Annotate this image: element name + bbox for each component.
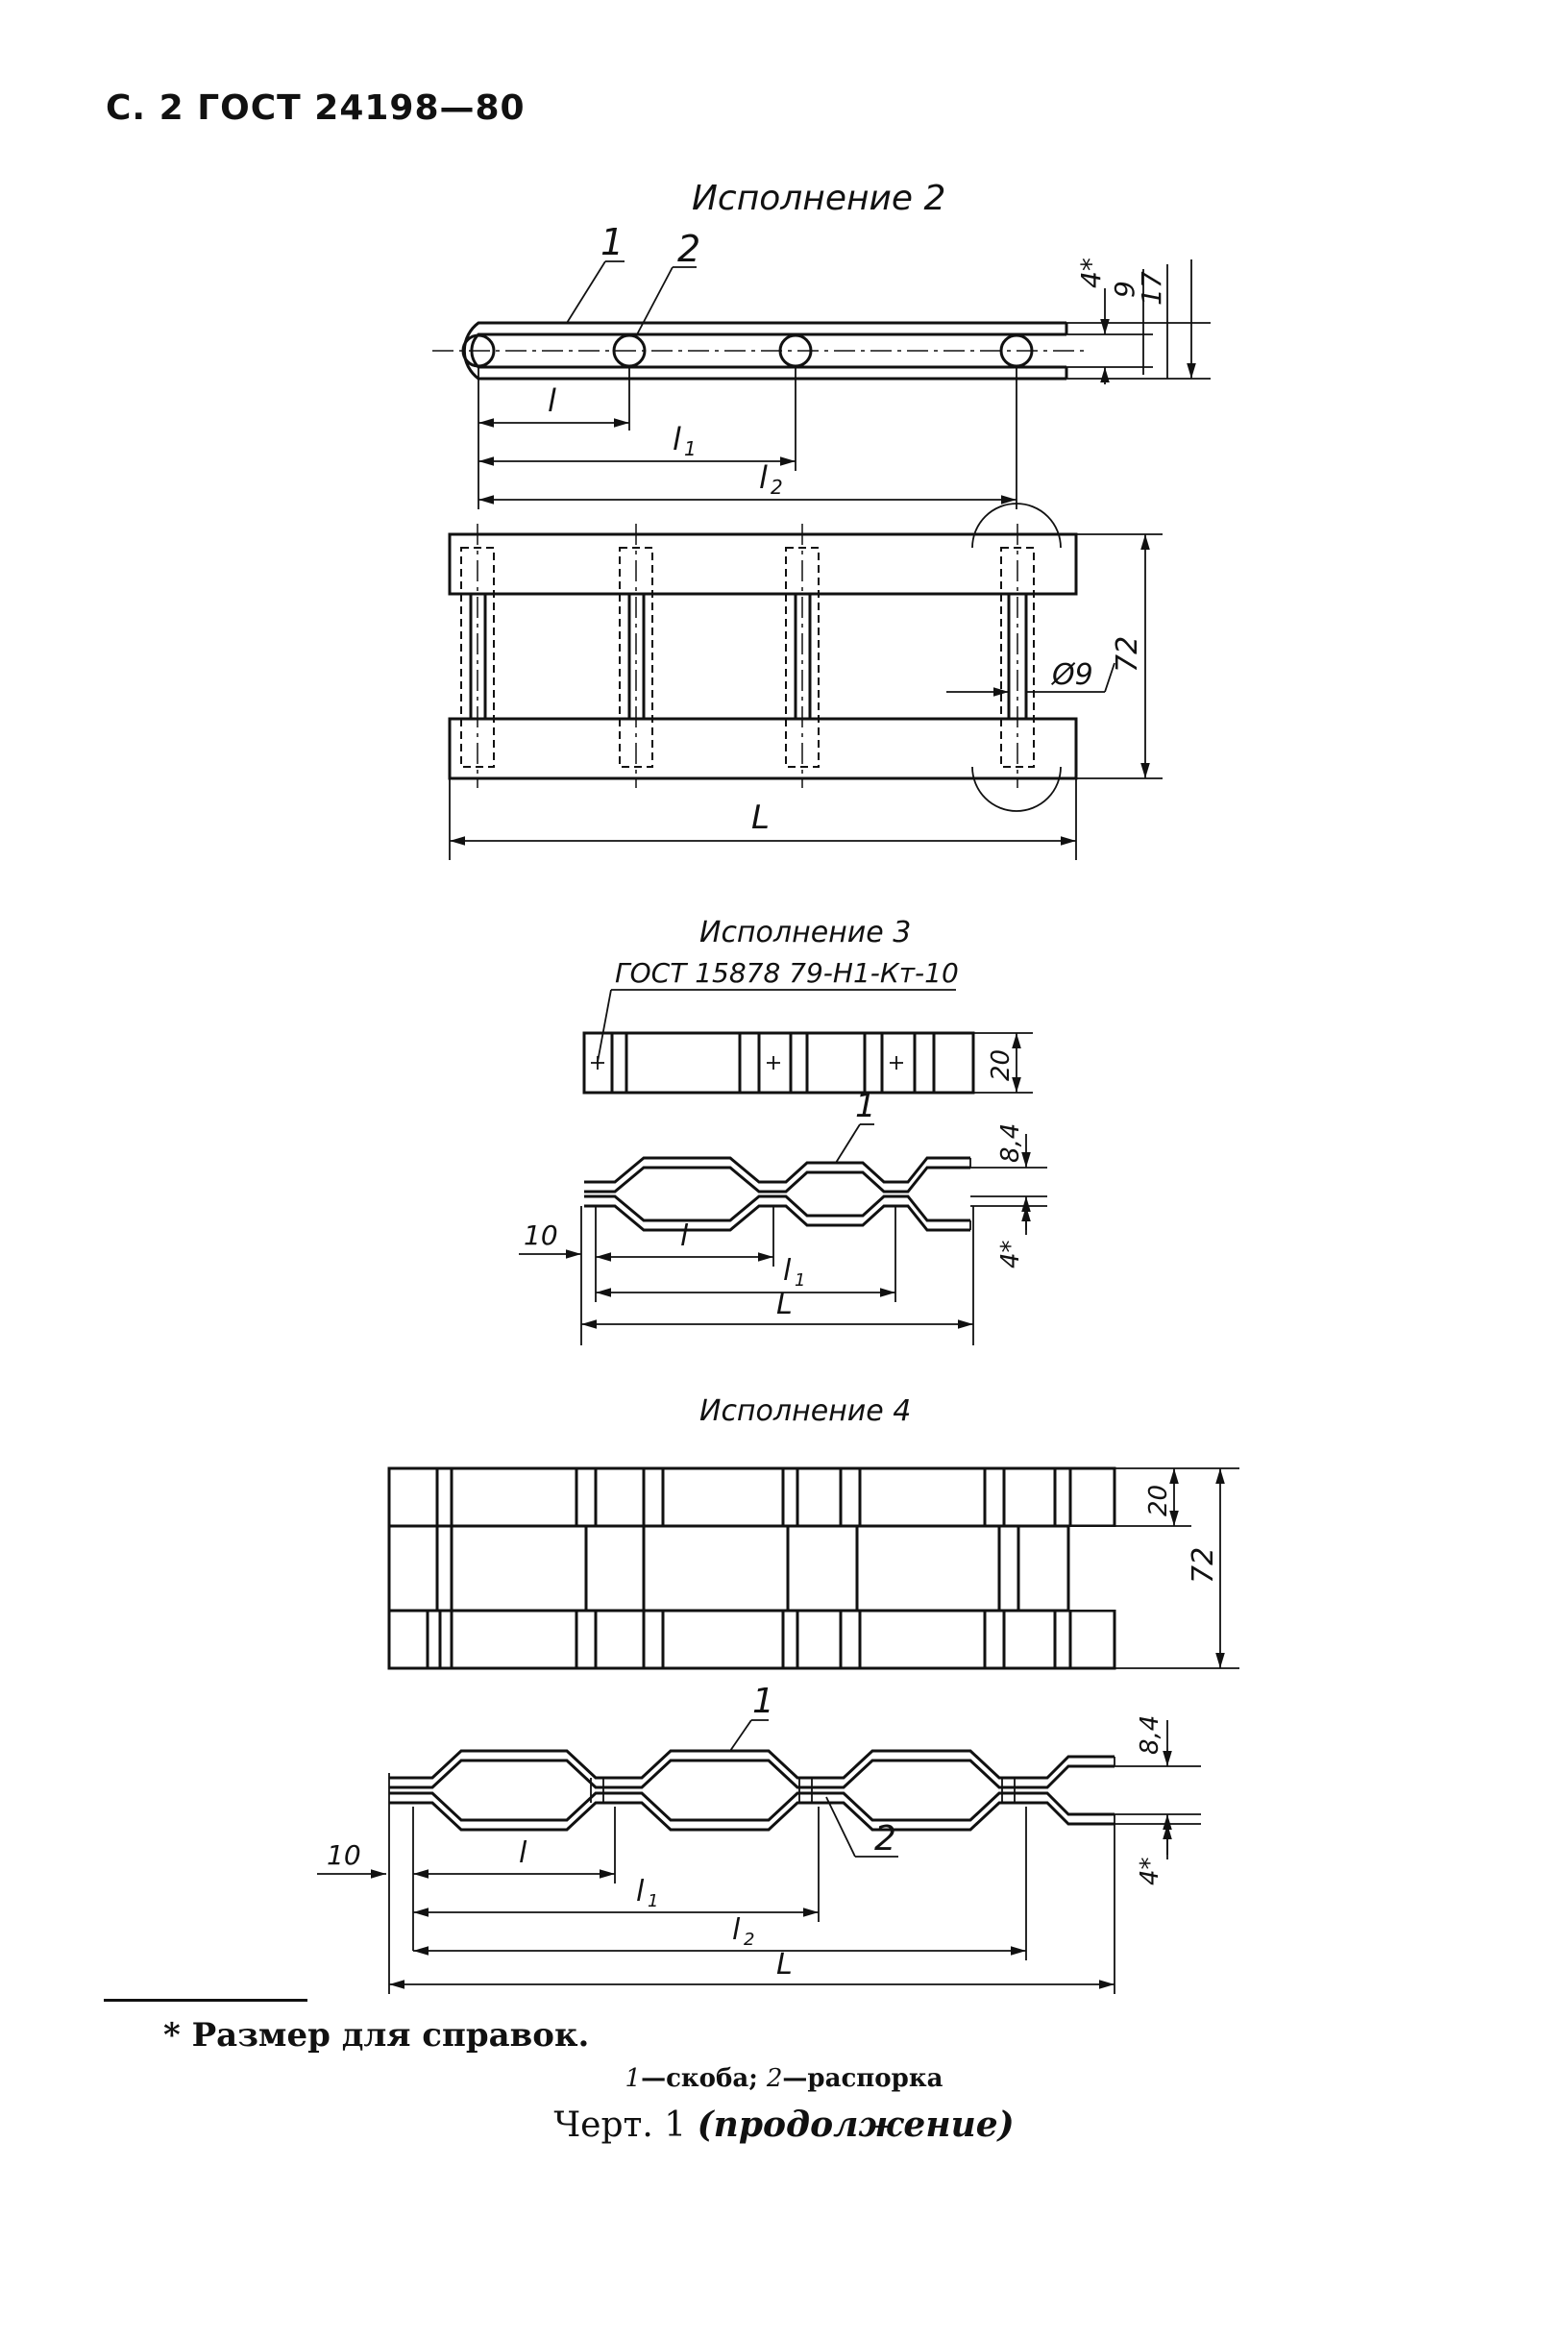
variant4-dim-l1: l [636, 1875, 645, 1908]
variant3-dim-4star: 4* [996, 1240, 1025, 1268]
variant2-dim-l1-sub: 1 [684, 437, 697, 460]
variant4-dim-10: 10 [327, 1839, 361, 1871]
variant3-gost-label: ГОСТ 15878 79-Н1-Кт-10 [615, 957, 959, 989]
variant2-dim-17: 17 [1136, 271, 1167, 306]
variant4-side-view [317, 1682, 1201, 1994]
variant2-dim-l2-sub: 2 [771, 476, 783, 499]
variant4-top-bars [437, 1468, 1070, 1526]
footnote: * Размер для справок. [163, 2016, 590, 2055]
variant2-dim-l2: l [759, 459, 768, 496]
variant4-dim-l: l [519, 1836, 527, 1870]
variant4-top-view [389, 1468, 1239, 1668]
variant2-dim-l1: l [673, 421, 681, 457]
variant3-dim-l1-sub: 1 [795, 1270, 806, 1291]
variant4-dim-84: 8,4 [1136, 1714, 1164, 1755]
variant4-dim-l2: l [732, 1913, 741, 1947]
legend-number-2: 2 [766, 2064, 783, 2093]
variant2-dim-l: l [548, 382, 556, 419]
variant4-callout-1: 1 [752, 1682, 774, 1721]
page-header: С. 2 ГОСТ 24198—80 [106, 88, 526, 128]
legend-text-2: —распорка [782, 2064, 943, 2093]
caption-main: Черт. 1 [553, 2105, 698, 2145]
variant4-dim-l1-sub: 1 [648, 1891, 659, 1911]
variant2-title: Исполнение 2 [692, 179, 946, 218]
variant2-dim-L: L [751, 799, 770, 837]
variant2-dim-72: 72 [1111, 635, 1144, 673]
variant3-dim-l: l [680, 1219, 689, 1253]
figure-caption [0, 2105, 1568, 2145]
variant4-dim-20: 20 [1144, 1484, 1173, 1516]
caption-italic: (продолжение) [697, 2105, 1015, 2145]
legend [0, 2064, 1568, 2093]
variant3-dim-84: 8,4 [996, 1122, 1025, 1163]
variant4-dim-L: L [776, 1948, 793, 1982]
variant3-dim-L: L [776, 1288, 793, 1321]
footnote-rule [104, 1999, 307, 2002]
variant3-callout-1: 1 [855, 1087, 876, 1125]
legend-text-1: —скоба; [641, 2064, 767, 2093]
variant3-title: Исполнение 3 [699, 916, 912, 949]
variant3-dim-10: 10 [524, 1219, 558, 1251]
variant2-dim-9: 9 [1109, 281, 1140, 298]
variant4-dim-72: 72 [1187, 1546, 1220, 1584]
variant4-callout-2: 2 [874, 1819, 896, 1859]
variant2-top-view [450, 504, 1163, 860]
variant3-side-view [519, 1087, 1047, 1345]
variant3-dim-l1: l [783, 1254, 792, 1288]
variant2-side-view [432, 221, 1211, 509]
variant4-dim-l2-sub: 2 [744, 1930, 755, 1950]
variant3-top-view [584, 1033, 1033, 1093]
variant4-title: Исполнение 4 [699, 1394, 912, 1428]
variant2-dim-4star: 4* [1075, 258, 1107, 288]
variant3-dim-20: 20 [987, 1048, 1016, 1081]
variant2-dim-d9: Ø9 [1052, 658, 1093, 692]
variant2-callout-2: 2 [677, 228, 701, 270]
legend-number-1: 1 [625, 2064, 642, 2093]
variant2-callout-1: 1 [600, 221, 625, 263]
variant4-dim-4star: 4* [1136, 1857, 1164, 1885]
